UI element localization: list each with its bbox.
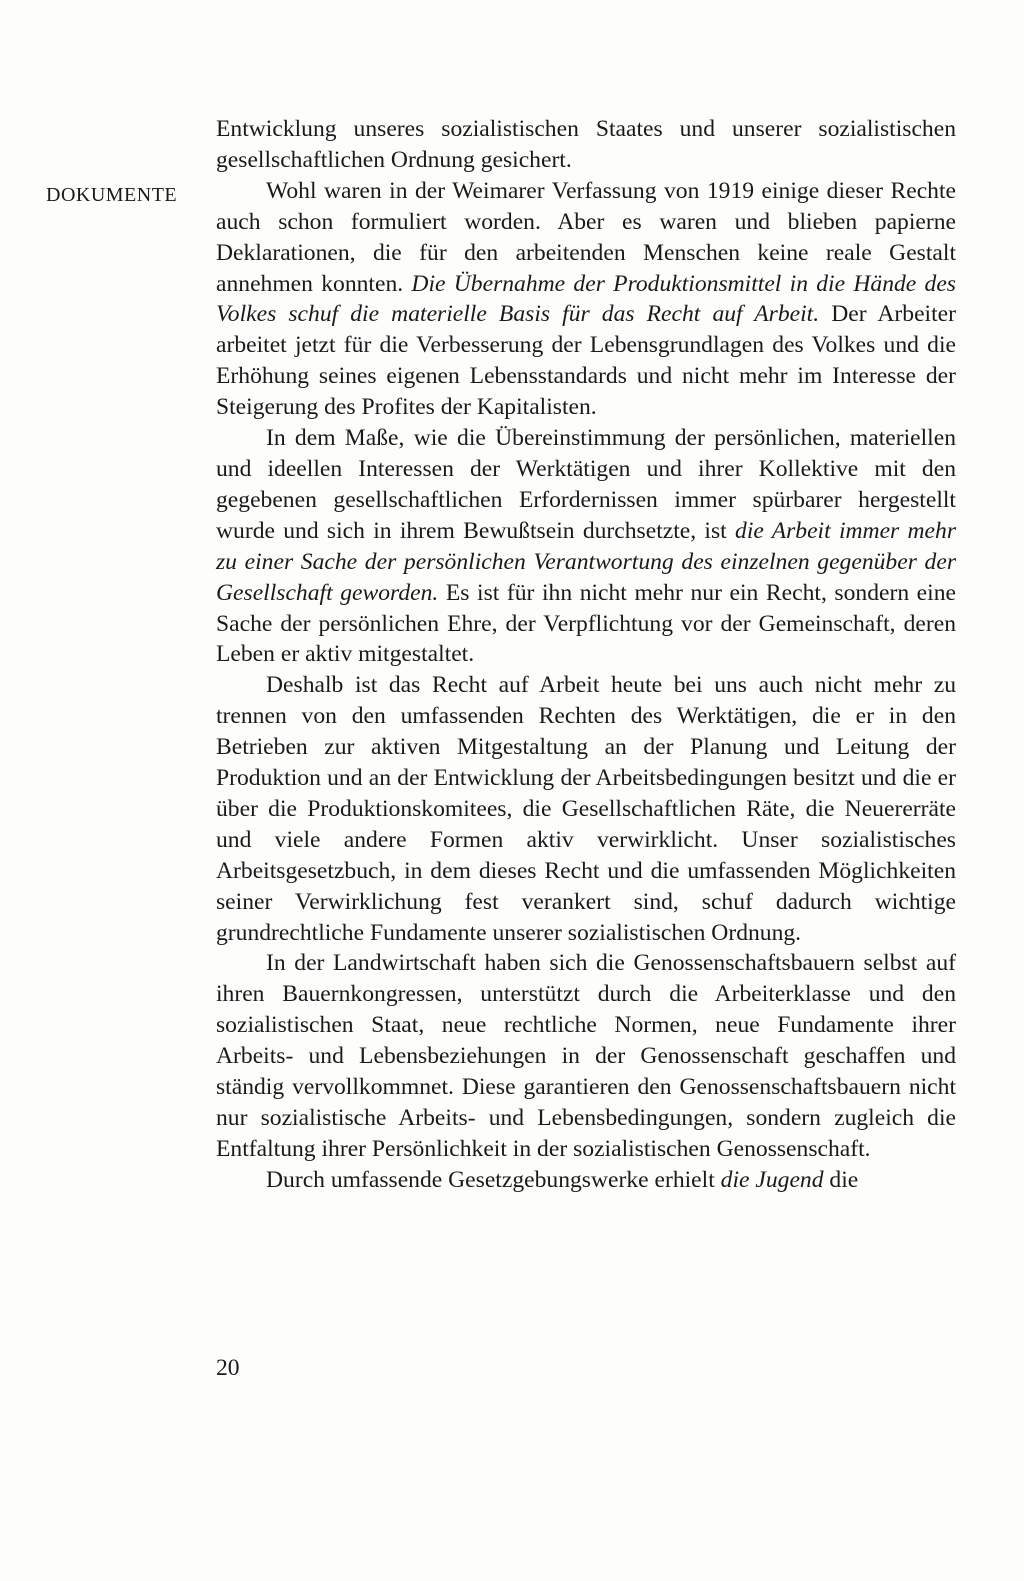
paragraph <box>216 176 956 423</box>
emphasis-text: die Jugend <box>720 1166 824 1193</box>
paragraph <box>216 423 956 670</box>
text-run: In dem Maße, wie die Übereinstimmung der persönlichen, materiellen und ideellen Interessen der Werktätigen und ihrer Kollektive mit den gegebenen gesellschaftlichen Erfordernissen immer spürbarer hergestellt wurde und sich in ihrem Bewußtsein durchsetzte, ist <box>216 425 956 544</box>
text-run: Deshalb ist das Recht auf Arbeit heute bei uns auch nicht mehr zu trennen von den umfassenden Rechten des Werktätigen, die er in den Betrieben zur aktiven Mitgestaltung an der Planung und Leitung der Produktion und an der Entwicklung der Arbeitsbedingungen besitzt und die er über die Produktionskomitees, die Gesellschaftlichen Räte, die Neuererräte und viele andere Formen aktiv verwirklicht. Unser sozialistisches Arbeitsgesetzbuch, in dem dieses Recht und die umfassenden Möglichkeiten seiner Verwirklichung fest verankert sind, schuf dadurch wichtige grundrechtliche Fundamente unserer sozialistischen Ordnung. <box>216 672 956 946</box>
paragraph <box>216 948 956 1164</box>
text-run: Entwicklung unseres sozialistischen Staates und unserer sozialistischen gesellschaftlichen Ordnung gesichert. <box>216 116 956 173</box>
paragraph <box>216 670 956 948</box>
paragraph <box>216 1165 956 1196</box>
text-run: Durch umfassende Gesetzgebungswerke erhielt <box>266 1166 721 1193</box>
body-text <box>216 114 956 1196</box>
page-number: 20 <box>216 1355 240 1381</box>
paragraph <box>216 114 956 176</box>
emphasis-text: die Arbeit immer mehr zu einer Sache der persönlichen Verantwortung des einzelnen gegenüber der Gesellschaft geworden. <box>216 517 957 606</box>
text-run: die <box>823 1166 859 1193</box>
margin-section-label: DOKUMENTE <box>46 184 178 206</box>
text-run: In der Landwirtschaft haben sich die Genossenschaftsbauern selbst auf ihren Bauernkongressen, unterstützt durch die Arbeiterklasse und den sozialistischen Staat, neue rechtliche Normen, neue Fundamente ihrer Arbeits- und Lebensbeziehungen in der Genossenschaft geschaffen und ständig vervollkommnet. Diese garantieren den Genossenschaftsbauern nicht nur sozialistische Arbeits- und Lebensbedingungen, sondern zugleich die Entfaltung ihrer Persönlichkeit in der sozialistischen Genossenschaft. <box>216 950 956 1162</box>
emphasis-text: Die Übernahme der Produktionsmittel in die Hände des Volkes schuf die materielle Basis für das Recht auf Arbeit. <box>216 270 956 328</box>
text-run: Wohl waren in der Weimarer Verfassung von 1919 einige dieser Rechte auch schon formuliert worden. Aber es waren und blieben papierne Deklarationen, die für den arbeitenden Menschen keine reale Gestalt annehmen konnten. <box>216 177 956 297</box>
text-run: Der Arbeiter arbeitet jetzt für die Verbesserung der Lebensgrundlagen des Volkes und die Erhöhung seines eigenen Lebensstandards und nicht mehr im Interesse der Steigerung des Profites der Kapitalisten. <box>216 301 956 421</box>
text-run: Es ist für ihn nicht mehr nur ein Recht, sondern eine Sache der persönlichen Ehre, der Verpflichtung vor der Gemeinschaft, deren Leben er aktiv mitgestaltet. <box>216 579 956 668</box>
